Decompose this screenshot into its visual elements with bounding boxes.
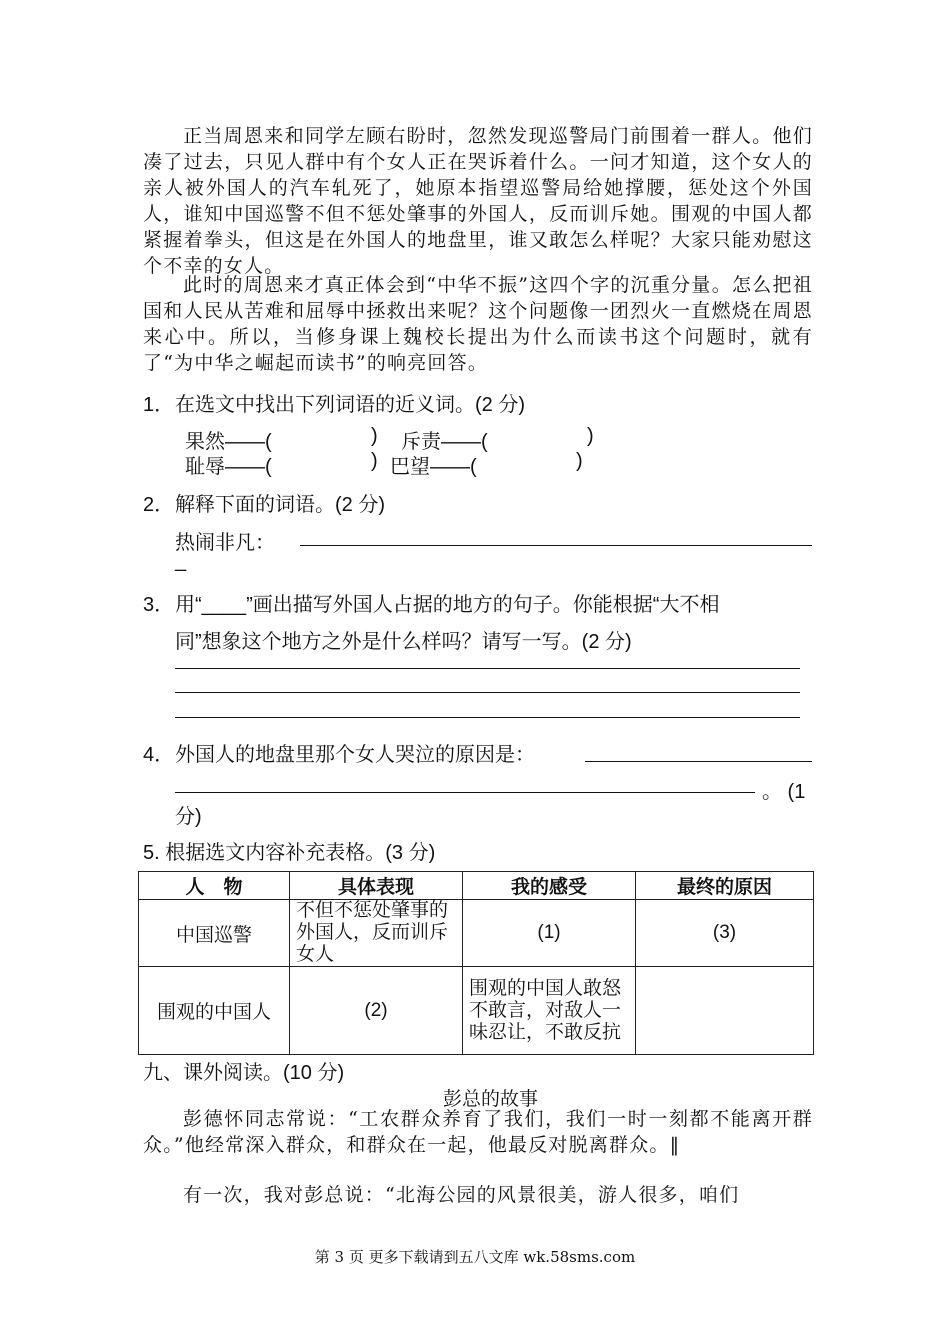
q2-answer-line[interactable] [300,545,812,546]
q5-text: 5. 根据选文内容补充表格。(3 分) [143,842,436,864]
q1-word-4: 巴望——( [390,456,477,478]
table-row [139,900,814,967]
q2-term: 热闹非凡： [175,532,275,554]
table-header: 人 物 [139,872,290,900]
q3-line-2: 同”想象这个地方之外是什么样吗？请写一写。(2 分) [175,631,632,653]
section9-paragraph-1: 彭德怀同志常说：“工农群众养育了我们，我们一时一刻都不能离开群众。”他经常深入群众，和群众在一起，他最反对脱离群众。‖ [143,1108,813,1156]
q1-close-1: ) [371,425,378,447]
table-cell[interactable]: (1) [463,900,636,967]
page-footer: 第 3 页 更多下载请到五八文库 wk.58sms.com [314,1248,636,1266]
table-cell[interactable] [636,967,814,1055]
q1-close-3: ) [371,450,378,472]
q1-word-1: 果然——( [185,431,272,453]
passage-paragraph-1: 正当周恩来和同学左顾右盼时，忽然发现巡警局门前围着一群人。他们凑了过去，只见人群中有个女人正在哭诉着什么。一问才知道，这个女人的亲人被外国人的汽车轧死了，她原本指望巡警局给她撑腰，惩处这个外国人，谁知中国巡警不但不惩处肇事的外国人，反而训斥她。围观的中国人都紧握着拳头，但这是在外国人的地盘里，谁又敢怎么样呢？大家只能劝慰这个不幸的女人。 [143,125,813,277]
table-header: 具体表现 [290,872,463,900]
q4-end: 。 (1 [762,781,806,803]
q2-text: 解释下面的词语。(2 分) [175,494,385,516]
q1-word-2: 斥责——( [401,431,488,453]
table-header-row [139,872,814,900]
q1-close-2: ) [587,425,594,447]
q2-line-tail: _ [175,550,187,572]
q3-answer-line-3[interactable] [175,717,800,718]
q3-answer-line-1[interactable] [175,668,800,669]
table-header: 最终的原因 [636,872,814,900]
q4-answer-line-2[interactable] [175,792,755,793]
table-header: 我的感受 [463,872,636,900]
table-row [139,967,814,1055]
q1-close-4: ) [576,450,583,472]
section9-heading: 九、课外阅读。(10 分) [143,1062,345,1084]
q4-number: 4． [143,744,175,766]
table-cell: 围观的中国人敢怒不敢言，对敌人一味忍让，不敢反抗 [463,967,636,1055]
section9-paragraph-2: 有一次，我对彭总说：“北海公园的风景很美，游人很多，咱们 [183,1184,740,1206]
table-cell: 不但不惩处肇事的外国人，反而训斥女人 [290,900,463,967]
table-cell[interactable]: (2) [290,967,463,1055]
q1-number: 1． [143,394,175,416]
q4-score-tail: 分) [175,806,202,828]
q1-text: 在选文中找出下列词语的近义词。(2 分) [175,394,525,416]
section9-title: 彭总的故事 [443,1089,539,1110]
q4-answer-line-1[interactable] [585,761,812,762]
q3-number: 3． [143,594,175,616]
answer-table [138,871,814,1055]
table-cell: 中国巡警 [139,900,290,967]
table-cell[interactable]: (3) [636,900,814,967]
q2-number: 2． [143,494,175,516]
q3-answer-line-2[interactable] [175,692,800,693]
table-cell: 围观的中国人 [139,967,290,1055]
passage-paragraph-2: 此时的周恩来才真正体会到“中华不振”这四个字的沉重分量。怎么把祖国和人民从苦难和屈辱中拯救出来呢？这个问题像一团烈火一直燃烧在周恩来心中。所以，当修身课上魏校长提出为什么而读书这个问题时，就有了“为中华之崛起而读书”的响亮回答。 [143,274,813,374]
q4-text: 外国人的地盘里那个女人哭泣的原因是： [175,744,535,766]
q1-word-3: 耻辱——( [185,456,272,478]
q3-line-1: 用“____”画出描写外国人占据的地方的句子。你能根据“大不相 [175,594,720,616]
